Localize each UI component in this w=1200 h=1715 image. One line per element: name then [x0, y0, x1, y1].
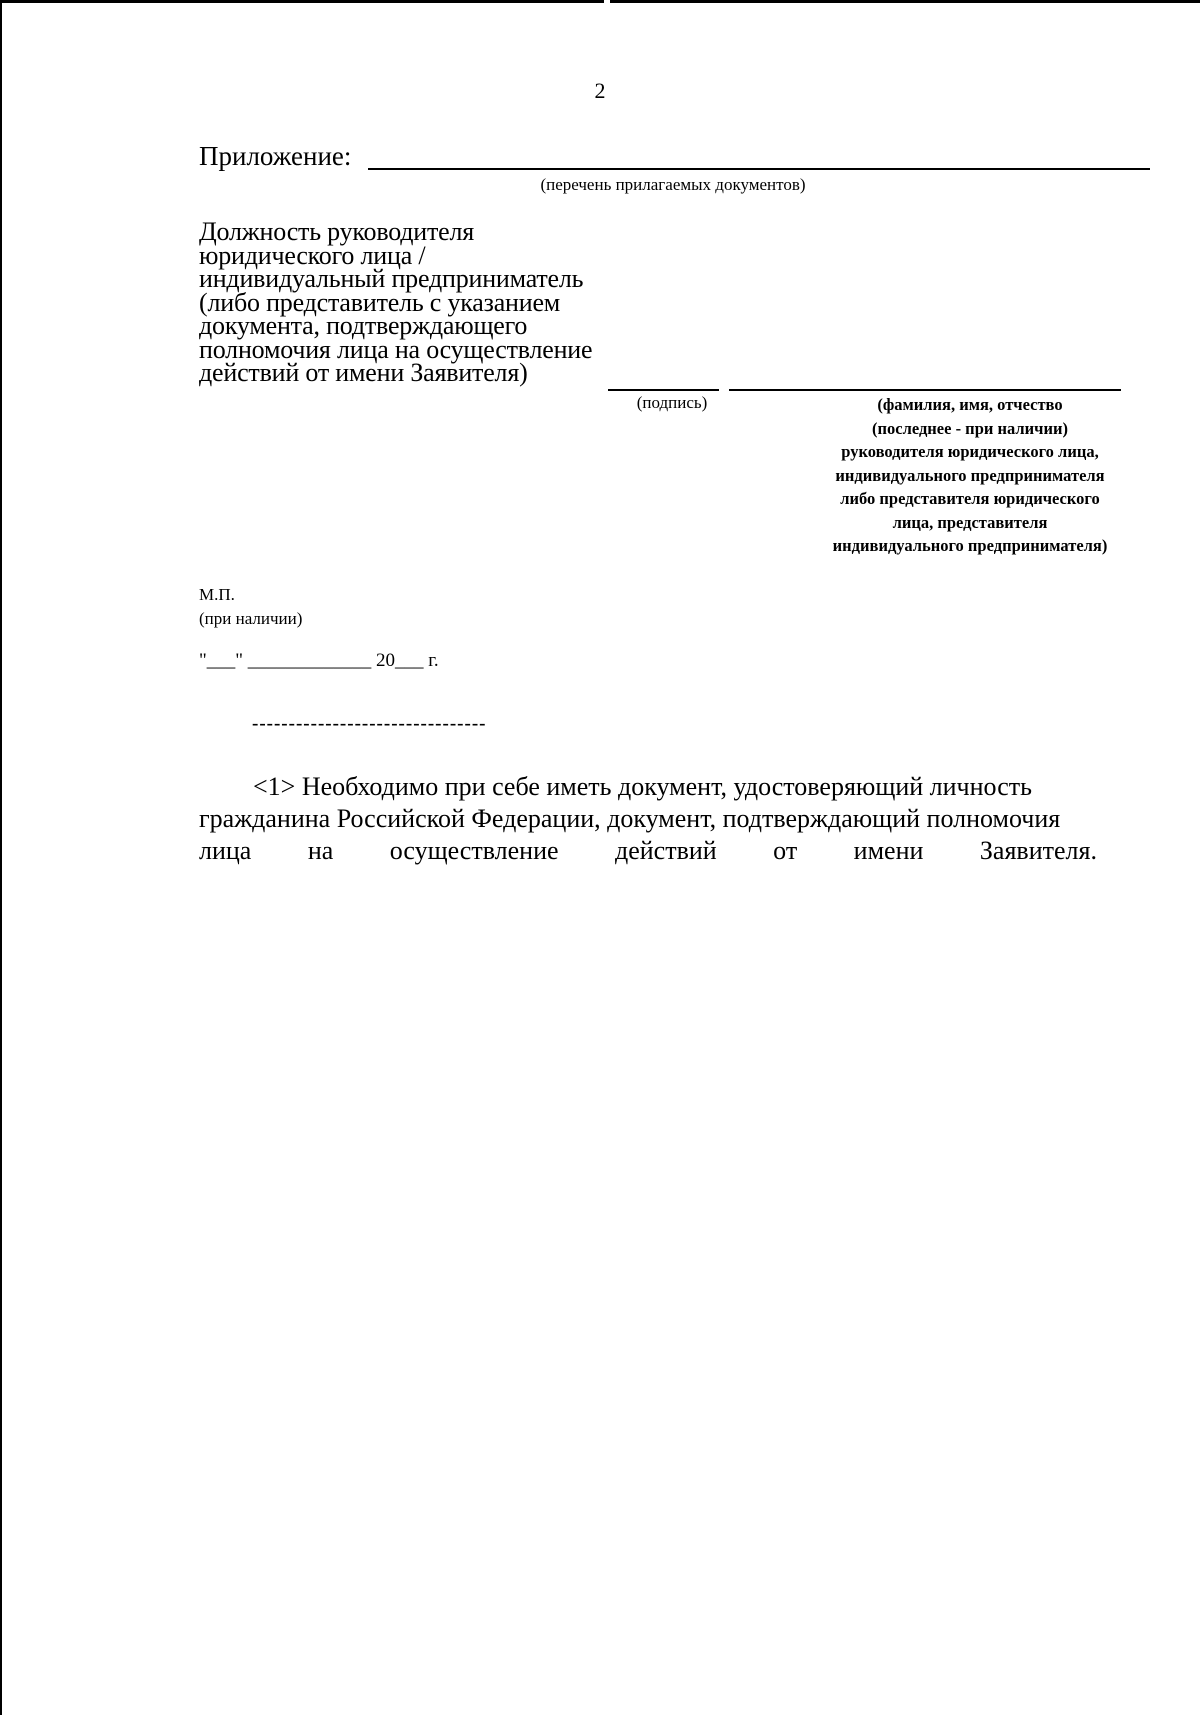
- position-line: полномочия лица на осуществление: [199, 334, 593, 364]
- stamp-note: (при наличии): [199, 609, 303, 628]
- name-caption-line: лица, представителя: [892, 512, 1048, 532]
- page-number: 2: [594, 78, 606, 103]
- signature-caption: (подпись): [636, 393, 708, 412]
- attachment-caption: (перечень прилагаемых документов): [540, 175, 806, 194]
- footnote-word: Заявителя.: [979, 836, 1097, 865]
- full-name-input-line[interactable]: [729, 389, 1121, 391]
- footnote-word: имени: [853, 836, 924, 865]
- name-caption-line: индивидуального предпринимателя: [835, 465, 1105, 485]
- name-caption-line: руководителя юридического лица,: [841, 442, 1099, 461]
- full-name-caption: [805, 393, 1135, 558]
- name-caption-line: индивидуального предпринимателя): [832, 536, 1108, 555]
- footnote-word: на: [307, 836, 334, 865]
- stamp-block: [199, 583, 302, 631]
- date-field[interactable]: "___" _____________ 20___ г.: [199, 650, 439, 671]
- position-line: Должность руководителя: [199, 217, 475, 246]
- name-caption-line: (фамилия, имя, отчество: [877, 395, 1063, 414]
- name-caption-line: либо представителя юридического: [840, 489, 1100, 508]
- footnote-line: <1> Необходимо при себе иметь документ, удостоверяющий личность: [253, 772, 1032, 801]
- scan-edge-top: [0, 0, 1200, 3]
- position-line: документа, подтверждающего: [199, 311, 528, 340]
- name-caption-line: (последнее - при наличии): [872, 418, 1068, 438]
- signature-input-line[interactable]: [608, 389, 719, 391]
- footnote-word: действий: [615, 836, 717, 865]
- position-title-block: [199, 217, 593, 387]
- footnote-word: от: [773, 836, 798, 865]
- stamp-label: М.П.: [199, 585, 235, 604]
- footnote-separator: --------------------------------: [252, 713, 487, 734]
- footnote-word: осуществление: [389, 836, 559, 865]
- scan-edge-gap: [604, 0, 610, 3]
- footnote-last-line: [199, 835, 1097, 867]
- position-line: действий от имени Заявителя): [199, 358, 528, 387]
- footnote-word: лица: [199, 836, 252, 865]
- attachment-input-line[interactable]: [368, 168, 1150, 170]
- position-line: индивидуальный предприниматель: [199, 264, 584, 293]
- footnote: [199, 771, 1149, 867]
- footnote-line: гражданина Российской Федерации, документ, подтверждающий полномочия: [199, 804, 1061, 833]
- position-line: (либо представитель с указанием: [199, 287, 561, 317]
- attachment-label: Приложение:: [199, 141, 352, 171]
- position-line: юридического лица /: [199, 240, 426, 270]
- scan-edge-left: [0, 0, 2, 1715]
